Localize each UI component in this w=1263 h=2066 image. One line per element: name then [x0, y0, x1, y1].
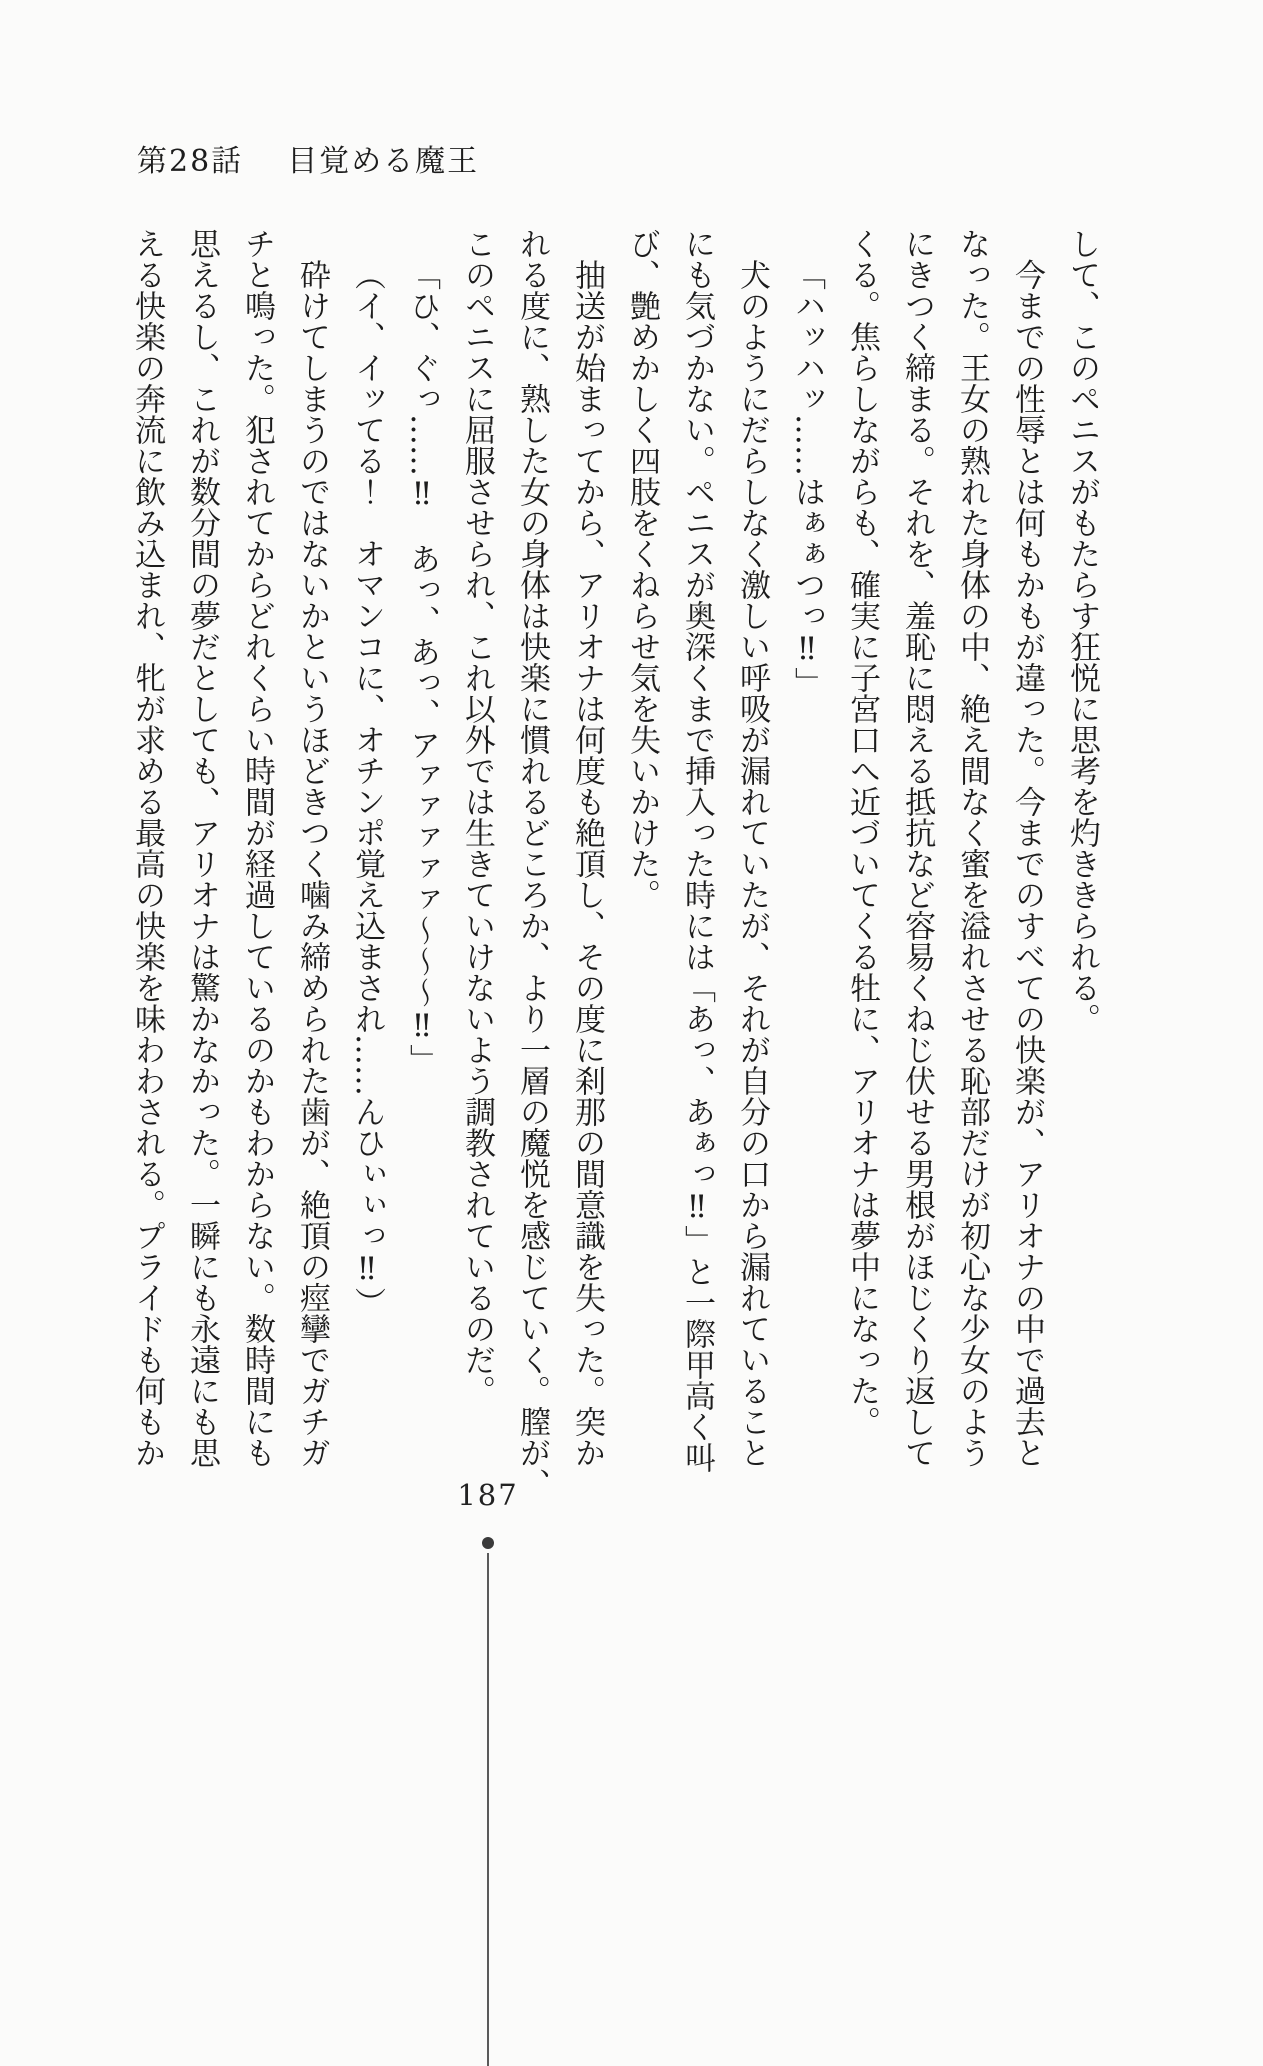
- text-line: 思えるし、これが数分間の夢だとしても、アリオナは驚かなかった。一瞬にも永遠にも思: [184, 228, 220, 1468]
- text-line: 抽送が始まってから、アリオナは何度も絶頂し、その度に刹那の間意識を失った。突か: [569, 259, 605, 1468]
- text-line: このペニスに屈服させられ、これ以外では生きていけないよう調教されているのだ。: [459, 228, 495, 1406]
- text-line: 犬のようにだらしなく激しい呼吸が漏れていたが、それが自分の口から漏れていること: [734, 259, 770, 1468]
- text-line: にきつく締まる。それを、羞恥に悶える抵抗など容易くねじ伏せる男根がほじくり返して: [899, 228, 935, 1468]
- text-line: 「ハッハッ……はぁぁつっ‼」: [789, 259, 825, 698]
- footer-rule: [487, 1553, 489, 2066]
- chapter-number: 第28話: [137, 144, 244, 179]
- text-line: くる。焦らしながらも、確実に子宮口へ近づいてくる牡に、アリオナは夢中になった。: [844, 228, 880, 1437]
- text-line: （イ、イッてる！ オマンコに、オチンポ覚え込まされ……んひぃぃっ‼）: [349, 259, 385, 1318]
- footer-dot-icon: [482, 1537, 494, 1549]
- text-line: 今までの性辱とは何もかもが違った。今までのすべての快楽が、アリオナの中で過去と: [1009, 259, 1045, 1468]
- text-line: にも気づかない。ペニスが奥深くまで挿入った時には「あっ、あぁっ‼」と一際甲高く叫: [679, 228, 715, 1473]
- text-line: 「ひ、ぐっ……‼ あっ、あっ、アァァァァァ〜〜〜‼」: [404, 259, 440, 1075]
- text-line: なった。王女の熟れた身体の中、絶え間なく蜜を溢れさせる恥部だけが初心な少女のよう: [954, 228, 990, 1468]
- text-line: び、艶めかしく四肢をくねらせ気を失いかけた。: [624, 228, 660, 910]
- chapter-title: 目覚める魔王: [287, 144, 480, 179]
- text-line: 砕けてしまうのではないかというほどきつく噛み締められた歯が、絶頂の痙攣でガチガ: [294, 259, 330, 1468]
- text-line: チと鳴った。犯されてからどれくらい時間が経過しているのかもわからない。数時間にも: [239, 228, 275, 1468]
- text-line: れる度に、熟した女の身体は快楽に慣れるどころか、より一層の魔悦を感じていく。膣が、: [514, 228, 550, 1499]
- text-line: して、このペニスがもたらす狂悦に思考を灼ききられる。: [1064, 228, 1100, 1034]
- page-number: 187: [457, 1478, 519, 1512]
- chapter-header: [137, 136, 479, 180]
- text-line: える快楽の奔流に飲み込まれ、牝が求める最高の快楽を味わわされる。プライドも何もか: [129, 228, 165, 1468]
